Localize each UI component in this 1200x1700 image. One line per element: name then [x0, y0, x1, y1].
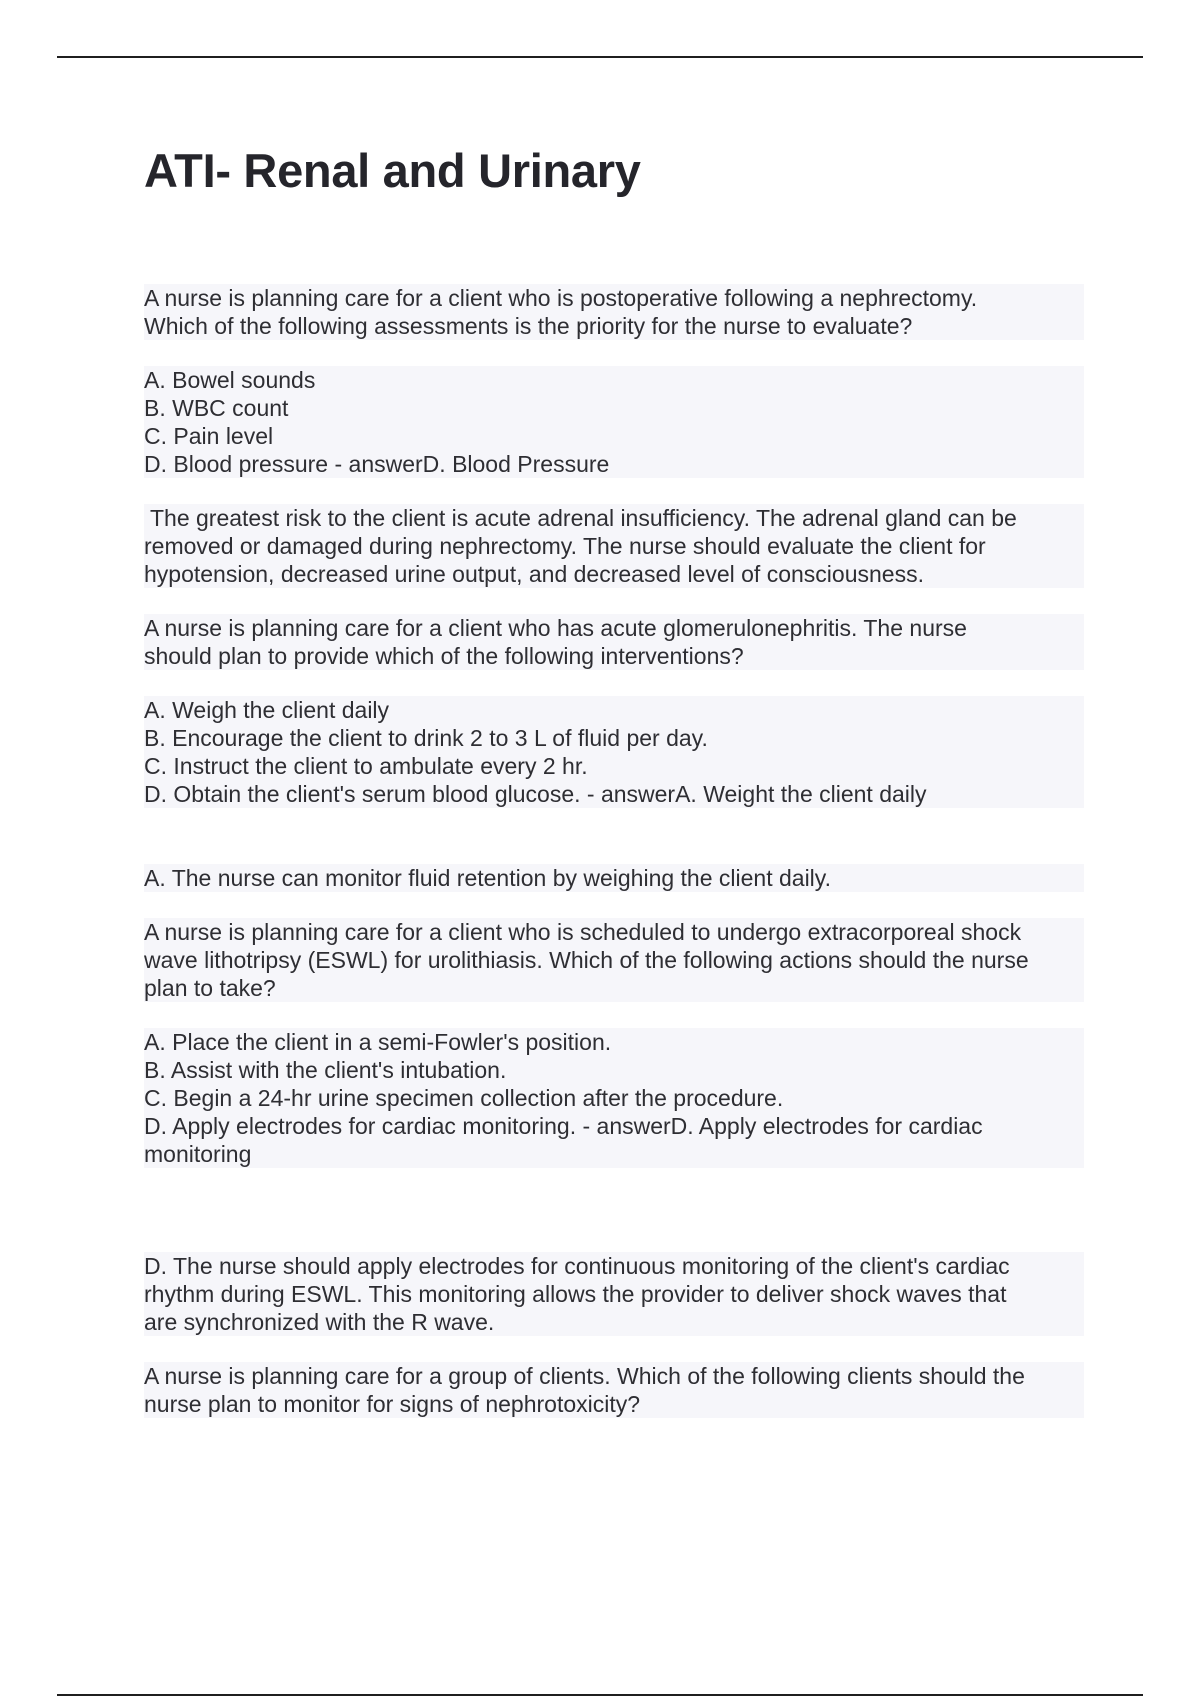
- question-line: wave lithotripsy (ESWL) for urolithiasis. Which of the following actions should the nurse: [144, 947, 1029, 973]
- rationale-line: A. The nurse can monitor fluid retention by weighing the client daily.: [144, 865, 831, 891]
- option-line: C. Instruct the client to ambulate every 2 hr.: [144, 753, 588, 779]
- question-3-text: [144, 918, 1084, 1002]
- question-1-rationale: [144, 504, 1084, 588]
- rationale-line: The greatest risk to the client is acute adrenal insufficiency. The adrenal gland can be: [144, 505, 1017, 531]
- rationale-line: rhythm during ESWL. This monitoring allows the provider to deliver shock waves that: [144, 1281, 1007, 1307]
- question-line: A nurse is planning care for a group of clients. Which of the following clients should the: [144, 1363, 1025, 1389]
- option-line: D. Apply electrodes for cardiac monitoring. - answerD. Apply electrodes for cardiac: [144, 1113, 983, 1139]
- question-1-options: [144, 366, 1084, 478]
- question-2-options: [144, 696, 1084, 808]
- question-1-text: [144, 284, 1084, 340]
- question-3-rationale: [144, 1252, 1084, 1336]
- rationale-line: removed or damaged during nephrectomy. The nurse should evaluate the client for: [144, 533, 986, 559]
- question-line: should plan to provide which of the following interventions?: [144, 643, 744, 669]
- rationale-line: are synchronized with the R wave.: [144, 1309, 495, 1335]
- document-body: [144, 284, 1084, 1418]
- rationale-line: D. The nurse should apply electrodes for continuous monitoring of the client's cardiac: [144, 1253, 1010, 1279]
- option-line: A. Place the client in a semi-Fowler's position.: [144, 1029, 612, 1055]
- option-line: D. Blood pressure - answerD. Blood Pressure: [144, 451, 610, 477]
- question-line: plan to take?: [144, 975, 276, 1001]
- question-4-text: [144, 1362, 1084, 1418]
- option-line: B. Assist with the client's intubation.: [144, 1057, 507, 1083]
- question-line: Which of the following assessments is the priority for the nurse to evaluate?: [144, 313, 913, 339]
- top-rule: [57, 56, 1143, 58]
- option-line: C. Begin a 24-hr urine specimen collection after the procedure.: [144, 1085, 784, 1111]
- question-line: A nurse is planning care for a client who is postoperative following a nephrectomy.: [144, 285, 978, 311]
- question-line: A nurse is planning care for a client who is scheduled to undergo extracorporeal shock: [144, 919, 1022, 945]
- document-title: ATI- Renal and Urinary: [144, 144, 641, 197]
- question-line: A nurse is planning care for a client who has acute glomerulonephritis. The nurse: [144, 615, 967, 641]
- question-3-options: [144, 1028, 1084, 1168]
- option-line: C. Pain level: [144, 423, 274, 449]
- option-line: monitoring: [144, 1141, 252, 1167]
- bottom-rule: [57, 1694, 1143, 1696]
- question-2-rationale: [144, 864, 1084, 892]
- question-2-text: [144, 614, 1084, 670]
- option-line: A. Weigh the client daily: [144, 697, 390, 723]
- option-line: A. Bowel sounds: [144, 367, 316, 393]
- option-line: B. Encourage the client to drink 2 to 3 L of fluid per day.: [144, 725, 708, 751]
- question-line: nurse plan to monitor for signs of nephrotoxicity?: [144, 1391, 641, 1417]
- option-line: B. WBC count: [144, 395, 289, 421]
- option-line: D. Obtain the client's serum blood glucose. - answerA. Weight the client daily: [144, 781, 927, 807]
- rationale-line: hypotension, decreased urine output, and decreased level of consciousness.: [144, 561, 924, 587]
